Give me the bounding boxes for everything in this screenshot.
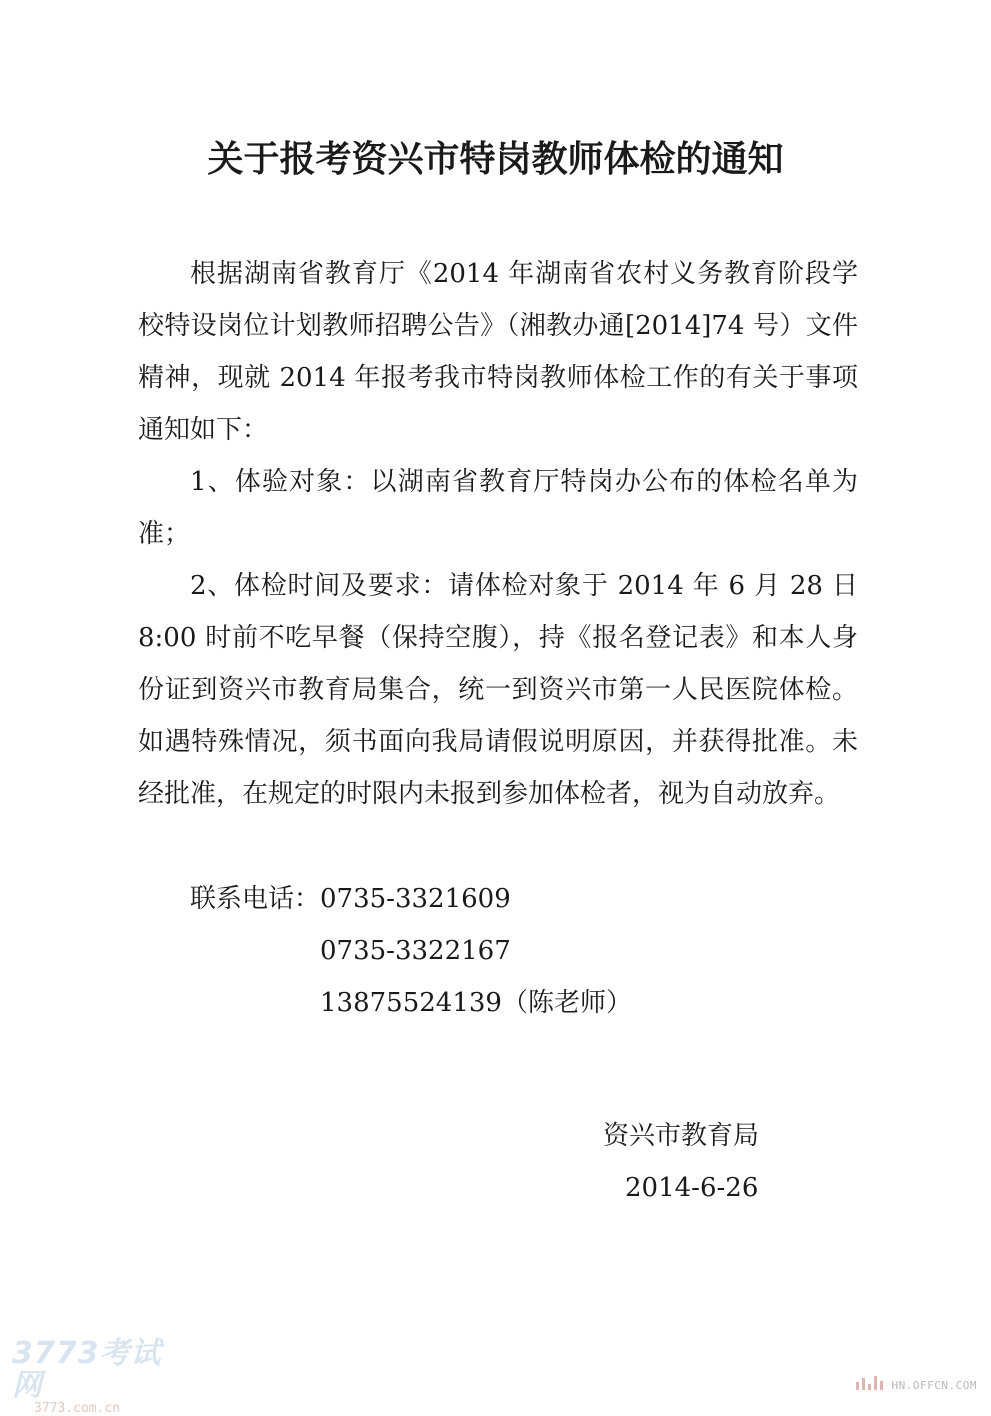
issue-date: 2014-6-26 (625, 1173, 759, 1203)
document-title: 关于报考资兴市特岗教师体检的通知 (207, 138, 784, 180)
contact-label: 联系电话： (190, 884, 321, 914)
watermark-offcn-text: HN.OFFCN.COM (891, 1379, 977, 1392)
contact-phone-3: 13875524139（陈老师） (320, 988, 632, 1018)
offcn-logo-icon (854, 1376, 888, 1392)
watermark-logo-text: 3773考试网 (12, 1336, 162, 1403)
contact-row (190, 873, 632, 925)
contact-phone-2: 0735-3322167 (320, 936, 511, 966)
item-2-paragraph: 2、体检时间及要求：请体检对象于 2014 年 6 月 28 日 8:00 时前不吃早餐（保持空腹），持《报名登记表》和本人身份证到资兴市教育局集合，统一到资兴市第一人民医院体检。如遇特殊情况，须书面向我局请假说明原因，并获得批准。未经批准，在规定的时限内未报到参加体检者，视为自动放弃。 (138, 571, 858, 809)
watermark-3773 (12, 1336, 182, 1416)
item-1-paragraph: 1、体验对象：以湖南省教育厅特岗办公布的体检名单为准； (138, 467, 858, 549)
signature-block (603, 1110, 759, 1214)
contact-row (190, 977, 632, 1029)
contact-block (190, 873, 632, 1029)
document-body (138, 248, 858, 820)
watermark-offcn (854, 1376, 977, 1392)
issuer-name: 资兴市教育局 (603, 1121, 760, 1151)
intro-paragraph: 根据湖南省教育厅《2014 年湖南省农村义务教育阶段学校特设岗位计划教师招聘公告》（湘教办通[2014]74 号）文件精神，现就 2014 年报考我市特岗教师体检工作的有关于事项通知如下： (138, 259, 858, 445)
watermark-url: 3773.com.cn (34, 1401, 121, 1416)
contact-phone-1: 0735-3321609 (320, 884, 511, 914)
contact-row (190, 925, 632, 977)
